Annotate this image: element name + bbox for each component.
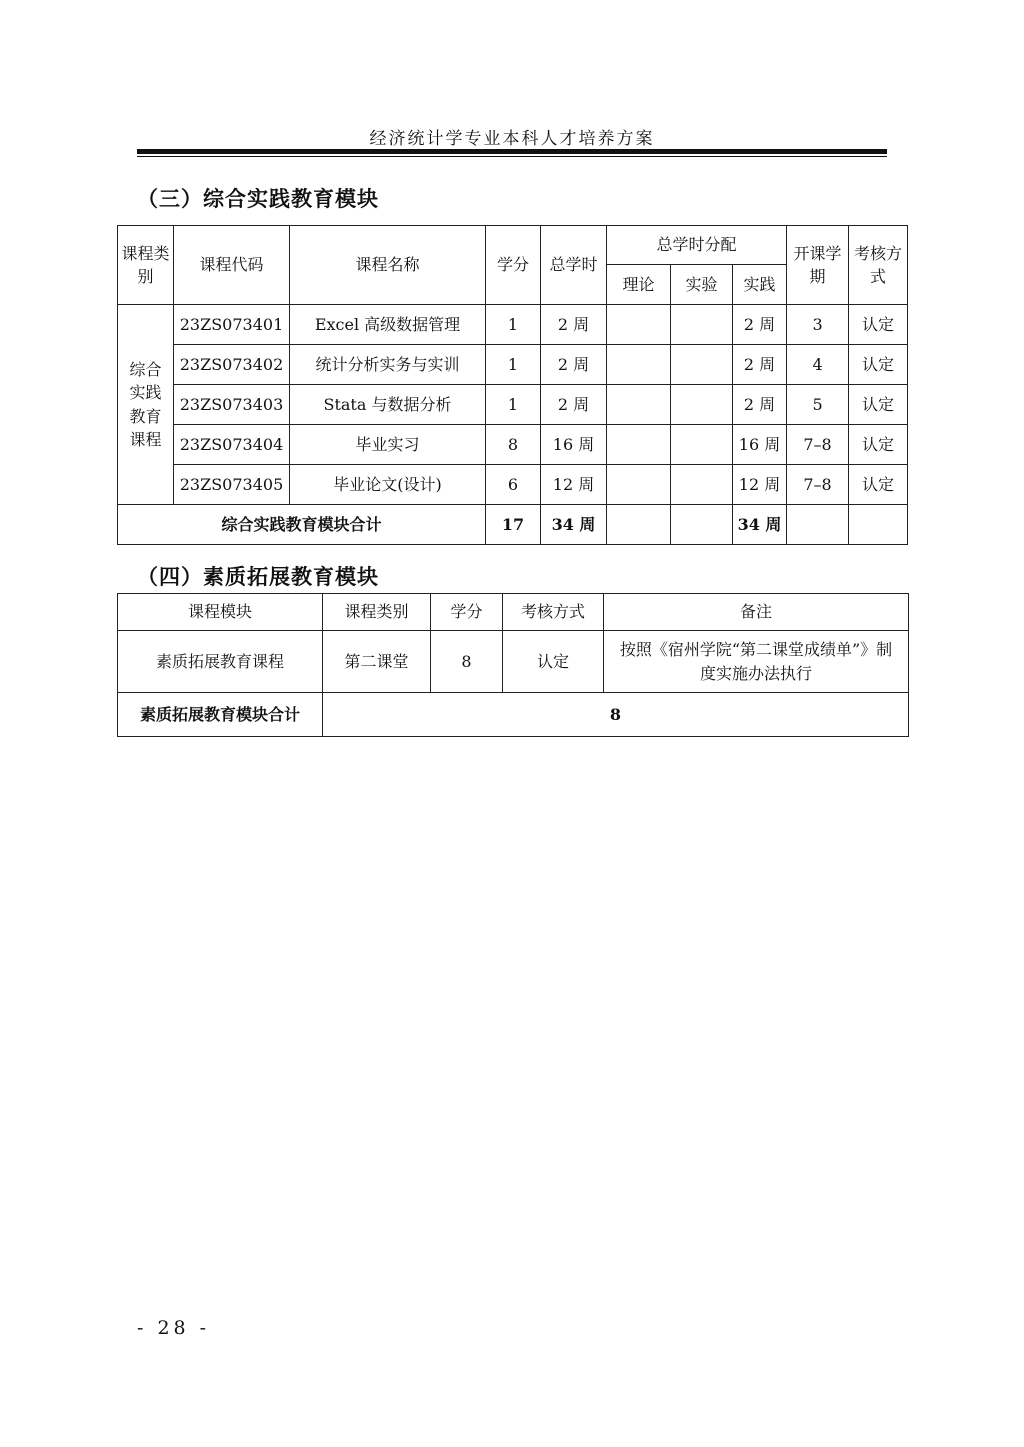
course-experiment — [671, 305, 733, 345]
header-credits: 学分 — [431, 594, 503, 631]
course-practice: 2 周 — [733, 385, 787, 425]
course-theory — [607, 305, 671, 345]
remarks-cell: 按照《宿州学院“第二课堂成绩单”》制度实施办法执行 — [604, 631, 909, 693]
header-assessment: 考核方式 — [849, 226, 908, 305]
header-name: 课程名称 — [290, 226, 486, 305]
course-credits: 1 — [486, 345, 541, 385]
total-semester — [787, 505, 849, 545]
course-experiment — [671, 425, 733, 465]
course-semester: 7–8 — [787, 465, 849, 505]
course-code: 23ZS073404 — [174, 425, 290, 465]
total-credits: 17 — [486, 505, 541, 545]
course-credits: 6 — [486, 465, 541, 505]
table-row — [118, 385, 908, 425]
course-total: 12 周 — [541, 465, 607, 505]
course-assessment: 认定 — [849, 465, 908, 505]
header-category: 课程类别 — [323, 594, 431, 631]
course-credits: 1 — [486, 385, 541, 425]
table-row — [118, 465, 908, 505]
course-assessment: 认定 — [849, 345, 908, 385]
course-total: 16 周 — [541, 425, 607, 465]
course-practice: 2 周 — [733, 345, 787, 385]
total-row — [118, 505, 908, 545]
course-code: 23ZS073405 — [174, 465, 290, 505]
course-name: 毕业实习 — [290, 425, 486, 465]
quality-module-table — [117, 593, 909, 737]
section-3-heading: （三）综合实践教育模块 — [137, 186, 379, 211]
course-code: 23ZS073403 — [174, 385, 290, 425]
course-total: 2 周 — [541, 345, 607, 385]
course-credits: 1 — [486, 305, 541, 345]
course-theory — [607, 385, 671, 425]
table-row — [118, 631, 909, 693]
header-assessment: 考核方式 — [503, 594, 604, 631]
course-code: 23ZS073402 — [174, 345, 290, 385]
total-value: 8 — [323, 693, 909, 737]
course-name: 统计分析实务与实训 — [290, 345, 486, 385]
course-assessment: 认定 — [849, 305, 908, 345]
course-code: 23ZS073401 — [174, 305, 290, 345]
practice-module-table — [117, 225, 908, 545]
category-cell: 综合实践教育课程 — [118, 305, 174, 505]
header-category: 课程类别 — [118, 226, 174, 305]
course-name: Stata 与数据分析 — [290, 385, 486, 425]
course-total: 2 周 — [541, 385, 607, 425]
course-theory — [607, 425, 671, 465]
course-assessment: 认定 — [849, 425, 908, 465]
header-rule-thin — [137, 156, 887, 157]
total-row — [118, 693, 909, 737]
header-semester: 开课学期 — [787, 226, 849, 305]
header-rule-thick — [137, 149, 887, 154]
header-theory: 理论 — [607, 265, 671, 305]
credits-cell: 8 — [431, 631, 503, 693]
header-total-hours: 总学时 — [541, 226, 607, 305]
table-row — [118, 425, 908, 465]
course-theory — [607, 465, 671, 505]
course-semester: 7–8 — [787, 425, 849, 465]
course-experiment — [671, 345, 733, 385]
category-cell: 第二课堂 — [323, 631, 431, 693]
running-header: 经济统计学专业本科人才培养方案 — [369, 129, 655, 149]
course-name: Excel 高级数据管理 — [290, 305, 486, 345]
table-row — [118, 305, 908, 345]
total-hours: 34 周 — [541, 505, 607, 545]
total-practice: 34 周 — [733, 505, 787, 545]
course-practice: 2 周 — [733, 305, 787, 345]
course-practice: 16 周 — [733, 425, 787, 465]
course-theory — [607, 345, 671, 385]
module-cell: 素质拓展教育课程 — [118, 631, 323, 693]
total-theory — [607, 505, 671, 545]
page-number: - 28 - — [137, 1317, 211, 1339]
header-remarks: 备注 — [604, 594, 909, 631]
header-credits: 学分 — [486, 226, 541, 305]
total-label: 素质拓展教育模块合计 — [118, 693, 323, 737]
course-semester: 4 — [787, 345, 849, 385]
section-4-heading: （四）素质拓展教育模块 — [137, 564, 379, 589]
header-practice: 实践 — [733, 265, 787, 305]
header-distribution: 总学时分配 — [607, 226, 787, 265]
table-row — [118, 345, 908, 385]
total-label: 综合实践教育模块合计 — [118, 505, 486, 545]
total-assessment — [849, 505, 908, 545]
course-semester: 5 — [787, 385, 849, 425]
course-experiment — [671, 465, 733, 505]
header-experiment: 实验 — [671, 265, 733, 305]
course-assessment: 认定 — [849, 385, 908, 425]
course-semester: 3 — [787, 305, 849, 345]
course-practice: 12 周 — [733, 465, 787, 505]
assessment-cell: 认定 — [503, 631, 604, 693]
course-total: 2 周 — [541, 305, 607, 345]
total-experiment — [671, 505, 733, 545]
course-credits: 8 — [486, 425, 541, 465]
header-module: 课程模块 — [118, 594, 323, 631]
course-name: 毕业论文(设计) — [290, 465, 486, 505]
course-experiment — [671, 385, 733, 425]
header-code: 课程代码 — [174, 226, 290, 305]
